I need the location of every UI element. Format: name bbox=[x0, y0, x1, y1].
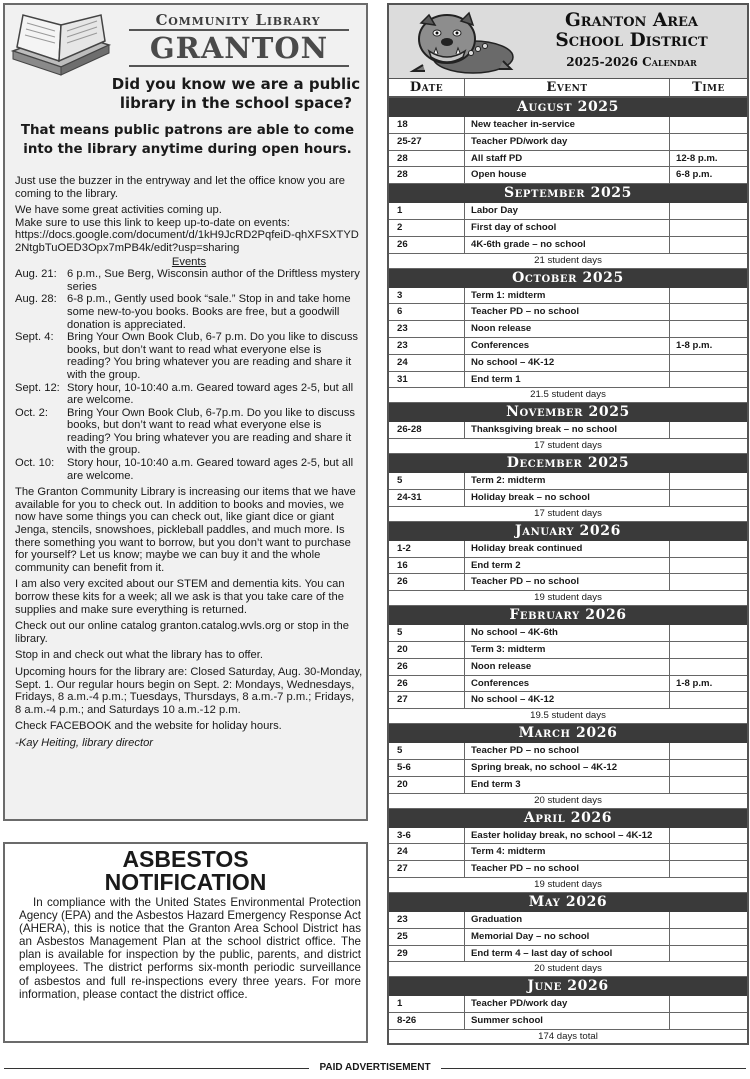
bulldog-mascot-icon bbox=[403, 9, 515, 75]
asbestos-notice bbox=[3, 842, 368, 1043]
library-question: Did you know we are a public library in the school space? bbox=[111, 75, 361, 112]
school-calendar bbox=[387, 3, 749, 1045]
calendar-cell-time bbox=[670, 912, 747, 928]
calendar-cell-time bbox=[670, 134, 747, 150]
calendar-header bbox=[389, 5, 747, 79]
calendar-cell-time bbox=[670, 861, 747, 877]
paid-advertisement-label bbox=[0, 1061, 750, 1075]
calendar-cell-date: 26 bbox=[389, 676, 465, 692]
calendar-cell-event: Holiday break continued bbox=[465, 541, 670, 557]
calendar-row bbox=[389, 372, 747, 389]
event-item bbox=[15, 331, 363, 381]
calendar-cell-event: Noon release bbox=[465, 321, 670, 337]
calendar-cell-event: Graduation bbox=[465, 912, 670, 928]
calendar-row bbox=[389, 760, 747, 777]
month-header: December 2025 bbox=[389, 454, 747, 473]
events-list bbox=[15, 268, 363, 482]
month-header: August 2025 bbox=[389, 98, 747, 117]
calendar-cell-time bbox=[670, 642, 747, 658]
calendar-cell-date: 24 bbox=[389, 844, 465, 860]
calendar-row bbox=[389, 237, 747, 254]
column-header-time: Time bbox=[692, 80, 725, 95]
calendar-cell-date: 27 bbox=[389, 861, 465, 877]
calendar-cell-date: 16 bbox=[389, 558, 465, 574]
month-header: September 2025 bbox=[389, 184, 747, 203]
student-days-total: 20 student days bbox=[389, 962, 747, 977]
month-header: June 2026 bbox=[389, 977, 747, 996]
student-days-total: 19.5 student days bbox=[389, 709, 747, 724]
month-header: March 2026 bbox=[389, 724, 747, 743]
calendar-cell-date: 28 bbox=[389, 167, 465, 183]
calendar-cell-time bbox=[670, 760, 747, 776]
calendar-cell-time bbox=[670, 558, 747, 574]
student-days-total: 19 student days bbox=[389, 878, 747, 893]
student-days-total: 19 student days bbox=[389, 591, 747, 606]
calendar-cell-date: 5 bbox=[389, 625, 465, 641]
student-days-total: 20 student days bbox=[389, 794, 747, 809]
calendar-cell-time bbox=[670, 777, 747, 793]
calendar-cell-event: No school – 4K-6th bbox=[465, 625, 670, 641]
calendar-cell-event: All staff PD bbox=[465, 151, 670, 167]
calendar-cell-event: End term 4 – last day of school bbox=[465, 946, 670, 962]
calendar-row bbox=[389, 692, 747, 709]
calendar-row bbox=[389, 828, 747, 845]
calendar-cell-event: Teacher PD/work day bbox=[465, 996, 670, 1012]
library-catalog-paragraph: Check out our online catalog granton.catalog.wvls.org or stop in the library. bbox=[15, 620, 349, 645]
calendar-cell-date: 26-28 bbox=[389, 422, 465, 438]
calendar-cell-time bbox=[670, 372, 747, 388]
calendar-cell-event: No school – 4K-12 bbox=[465, 355, 670, 371]
calendar-row bbox=[389, 220, 747, 237]
calendar-cell-date: 26 bbox=[389, 574, 465, 590]
event-item bbox=[15, 407, 363, 457]
calendar-cell-time bbox=[670, 625, 747, 641]
calendar-cell-time bbox=[670, 304, 747, 320]
district-name-line1: Granton Area bbox=[564, 10, 699, 31]
calendar-table bbox=[389, 79, 747, 1045]
calendar-cell-date: 1 bbox=[389, 996, 465, 1012]
calendar-cell-event: Term 3: midterm bbox=[465, 642, 670, 658]
calendar-cell-event: Conferences bbox=[465, 676, 670, 692]
event-date: Oct. 10: bbox=[15, 457, 55, 470]
calendar-cell-date: 8-26 bbox=[389, 1013, 465, 1029]
calendar-cell-event: Teacher PD – no school bbox=[465, 861, 670, 877]
calendar-cell-time bbox=[670, 490, 747, 506]
library-signature: -Kay Heiting, library director bbox=[15, 736, 154, 749]
event-text: Bring Your Own Book Club, 6-7 p.m. Do you like to discuss books, but don’t want to read what everyone else is reading? You bring whatever you are reading and share it with the group. bbox=[67, 331, 359, 381]
calendar-row bbox=[389, 625, 747, 642]
event-text: Story hour, 10-10:40 a.m. Geared toward ages 2-5, but all are welcome. bbox=[67, 381, 354, 407]
calendar-row bbox=[389, 946, 747, 963]
library-activities-lead: We have some great activities coming up. bbox=[15, 204, 222, 217]
calendar-row bbox=[389, 912, 747, 929]
calendar-cell-time bbox=[670, 743, 747, 759]
district-name-line2: School District bbox=[555, 30, 708, 51]
calendar-cell-date: 5-6 bbox=[389, 760, 465, 776]
calendar-row bbox=[389, 151, 747, 168]
calendar-cell-date: 3 bbox=[389, 288, 465, 304]
calendar-row bbox=[389, 558, 747, 575]
calendar-cell-date: 20 bbox=[389, 642, 465, 658]
calendar-row bbox=[389, 996, 747, 1013]
calendar-cell-event: Noon release bbox=[465, 659, 670, 675]
calendar-cell-time bbox=[670, 541, 747, 557]
month-header: May 2026 bbox=[389, 893, 747, 912]
calendar-row bbox=[389, 117, 747, 134]
calendar-row bbox=[389, 134, 747, 151]
event-date: Aug. 28: bbox=[15, 293, 57, 306]
event-date: Aug. 21: bbox=[15, 268, 57, 281]
calendar-cell-date: 28 bbox=[389, 151, 465, 167]
calendar-cell-event: New teacher in-service bbox=[465, 117, 670, 133]
calendar-row bbox=[389, 777, 747, 794]
calendar-cell-time bbox=[670, 220, 747, 236]
library-subheading: That means public patrons are able to come into the library anytime during open hours. bbox=[20, 123, 355, 157]
asbestos-body: In compliance with the United States Environmental Protection Agency (EPA) and the Asbestos Hazard Emergency Response Act (AHERA), this is notice that the Granton Area School District has an Asbestos Management Plan at the school district office. The plan is available for inspection by the public, parents, and district employees. The district performs six-month periodic surveillance of asbestos and full re-inspections every three years. For more information, please contact the district office. bbox=[19, 896, 361, 1001]
calendar-cell-time bbox=[670, 574, 747, 590]
asbestos-title bbox=[5, 848, 366, 894]
calendar-cell-event: Summer school bbox=[465, 1013, 670, 1029]
month-header: April 2026 bbox=[389, 809, 747, 828]
library-facebook-paragraph: Check FACEBOOK and the website for holiday hours. bbox=[15, 720, 282, 733]
calendar-row bbox=[389, 574, 747, 591]
calendar-column-headers bbox=[389, 79, 747, 98]
calendar-cell-time bbox=[670, 473, 747, 489]
column-header-date: Date bbox=[389, 79, 465, 96]
event-text: 6 p.m., Sue Berg, Wisconsin author of the Driftless mystery series bbox=[67, 268, 360, 293]
open-book-icon bbox=[9, 11, 113, 81]
calendar-row bbox=[389, 490, 747, 507]
month-header: November 2025 bbox=[389, 403, 747, 422]
calendar-cell-time bbox=[670, 321, 747, 337]
calendar-cell-event: Teacher PD – no school bbox=[465, 304, 670, 320]
calendar-cell-time bbox=[670, 929, 747, 945]
calendar-cell-date: 1 bbox=[389, 203, 465, 219]
library-events-link[interactable]: https://docs.google.com/document/d/1kH9JcRD2PqfeiD-qhXFSXTYD2NtgbTuOED3Opx7mPB4k/edit?usp=sharing bbox=[15, 229, 359, 254]
calendar-cell-date: 23 bbox=[389, 321, 465, 337]
student-days-total: 17 student days bbox=[389, 439, 747, 454]
event-item bbox=[15, 457, 363, 482]
calendar-cell-time bbox=[670, 203, 747, 219]
calendar-cell-date: 2 bbox=[389, 220, 465, 236]
calendar-row bbox=[389, 659, 747, 676]
event-date: Oct. 2: bbox=[15, 406, 48, 419]
calendar-cell-event: Thanksgiving break – no school bbox=[465, 422, 670, 438]
calendar-cell-date: 26 bbox=[389, 659, 465, 675]
calendar-cell-time: 12-8 p.m. bbox=[676, 152, 718, 164]
asbestos-title-line1: ASBESTOS bbox=[122, 846, 249, 872]
calendar-cell-event: No school – 4K-12 bbox=[465, 692, 670, 708]
calendar-row bbox=[389, 541, 747, 558]
calendar-cell-time bbox=[670, 844, 747, 860]
calendar-cell-event: Open house bbox=[465, 167, 670, 183]
calendar-row bbox=[389, 642, 747, 659]
calendar-cell-date: 1-2 bbox=[389, 541, 465, 557]
library-hours-paragraph: Upcoming hours for the library are: Closed Saturday, Aug. 30-Monday, Sept. 1. Our regular hours begin on Sept. 2: Mondays, Wednesdays, Fridays, 8 a.m.-4 p.m.; Tuesdays, Thursdays, 8 a.m.-7 p.m.; Fridays, 8 a.m.-4 p.m.; and Saturdays 10 a.m.-12 p.m. bbox=[15, 665, 363, 716]
calendar-row bbox=[389, 203, 747, 220]
calendar-cell-time: 1-8 p.m. bbox=[676, 339, 713, 351]
calendar-cell-event: Easter holiday break, no school – 4K-12 bbox=[465, 828, 670, 844]
student-days-total: 17 student days bbox=[389, 507, 747, 522]
calendar-cell-date: 18 bbox=[389, 117, 465, 133]
calendar-cell-date: 23 bbox=[389, 912, 465, 928]
paid-advertisement-text: PAID ADVERTISEMENT bbox=[315, 1062, 434, 1073]
library-link-lead: Make sure to use this link to keep up-to-date on events: bbox=[15, 216, 290, 229]
calendar-cell-time bbox=[670, 996, 747, 1012]
calendar-cell-date: 31 bbox=[389, 372, 465, 388]
library-name-line1: Community Library bbox=[155, 11, 321, 29]
asbestos-title-line2: NOTIFICATION bbox=[104, 869, 267, 895]
calendar-row bbox=[389, 304, 747, 321]
calendar-cell-event: 4K-6th grade – no school bbox=[465, 237, 670, 253]
calendar-cell-time bbox=[670, 422, 747, 438]
calendar-row bbox=[389, 321, 747, 338]
calendar-cell-event: Term 4: midterm bbox=[465, 844, 670, 860]
calendar-row bbox=[389, 338, 747, 355]
calendar-cell-event: Teacher PD – no school bbox=[465, 743, 670, 759]
calendar-cell-time bbox=[670, 659, 747, 675]
column-header-event: Event bbox=[465, 79, 670, 96]
student-days-total: 174 days total bbox=[389, 1030, 747, 1045]
calendar-cell-time: 6-8 p.m. bbox=[676, 169, 713, 181]
event-text: Story hour, 10-10:40 a.m. Geared toward ages 2-5, but all are welcome. bbox=[67, 457, 354, 482]
calendar-cell-event: Memorial Day – no school bbox=[465, 929, 670, 945]
month-header: January 2026 bbox=[389, 522, 747, 541]
student-days-total: 21 student days bbox=[389, 254, 747, 269]
calendar-row bbox=[389, 473, 747, 490]
calendar-cell-event: End term 1 bbox=[465, 372, 670, 388]
library-items-paragraph: The Granton Community Library is increasing our items that we have available for you to check out. In addition to books and movies, we now have some things you can check out, like giant dice or giant Jenga, stencils, snowshoes, pickleball paddles, and much more. Is there something you want to borrow, but you don’t want to purchase for yourself? Let us know; maybe we can buy it and the whole community can benefit from it. bbox=[15, 486, 356, 574]
calendar-cell-date: 29 bbox=[389, 946, 465, 962]
event-item bbox=[15, 382, 363, 407]
calendar-row bbox=[389, 861, 747, 878]
calendar-cell-date: 20 bbox=[389, 777, 465, 793]
calendar-cell-event: Term 2: midterm bbox=[465, 473, 670, 489]
calendar-cell-time bbox=[670, 355, 747, 371]
calendar-cell-event: Teacher PD – no school bbox=[465, 574, 670, 590]
events-heading: Events bbox=[171, 255, 207, 268]
calendar-row bbox=[389, 844, 747, 861]
calendar-cell-date: 25-27 bbox=[389, 134, 465, 150]
calendar-row bbox=[389, 676, 747, 693]
calendar-cell-event: Holiday break – no school bbox=[465, 490, 670, 506]
calendar-cell-date: 5 bbox=[389, 473, 465, 489]
calendar-cell-date: 24 bbox=[389, 355, 465, 371]
calendar-cell-time bbox=[670, 237, 747, 253]
calendar-cell-event: End term 2 bbox=[465, 558, 670, 574]
calendar-cell-time bbox=[670, 288, 747, 304]
library-notice bbox=[3, 3, 368, 821]
library-stop-paragraph: Stop in and check out what the library has to offer. bbox=[15, 649, 263, 662]
calendar-cell-date: 24-31 bbox=[389, 490, 465, 506]
month-header: October 2025 bbox=[389, 269, 747, 288]
event-item bbox=[15, 293, 363, 331]
calendar-cell-date: 25 bbox=[389, 929, 465, 945]
library-intro: Just use the buzzer in the entryway and let the office know you are coming to the library. bbox=[15, 175, 346, 200]
calendar-cell-time bbox=[670, 828, 747, 844]
calendar-cell-event: End term 3 bbox=[465, 777, 670, 793]
calendar-row bbox=[389, 1013, 747, 1030]
calendar-row bbox=[389, 422, 747, 439]
library-name-line2: GRANTON bbox=[129, 29, 349, 67]
calendar-cell-event: Labor Day bbox=[465, 203, 670, 219]
calendar-cell-event: First day of school bbox=[465, 220, 670, 236]
calendar-row bbox=[389, 743, 747, 760]
calendar-cell-time: 1-8 p.m. bbox=[676, 677, 713, 689]
calendar-cell-event: Teacher PD/work day bbox=[465, 134, 670, 150]
calendar-cell-date: 23 bbox=[389, 338, 465, 354]
library-kits-paragraph: I am also very excited about our STEM and dementia kits. You can borrow these kits for a week; all we ask is that you take care of the supplies and make sure everything is returned. bbox=[15, 578, 345, 616]
event-item bbox=[15, 268, 363, 293]
calendar-row bbox=[389, 929, 747, 946]
calendar-cell-time bbox=[670, 946, 747, 962]
calendar-cell-time bbox=[670, 117, 747, 133]
calendar-cell-date: 3-6 bbox=[389, 828, 465, 844]
calendar-months bbox=[389, 98, 747, 1045]
district-name bbox=[519, 11, 744, 51]
calendar-cell-time bbox=[670, 1013, 747, 1029]
event-date: Sept. 4: bbox=[15, 331, 54, 344]
calendar-row bbox=[389, 355, 747, 372]
calendar-cell-time bbox=[670, 692, 747, 708]
calendar-cell-event: Term 1: midterm bbox=[465, 288, 670, 304]
library-body bbox=[15, 175, 363, 754]
month-header: February 2026 bbox=[389, 606, 747, 625]
calendar-cell-date: 6 bbox=[389, 304, 465, 320]
student-days-total: 21.5 student days bbox=[389, 388, 747, 403]
event-date: Sept. 12: bbox=[15, 381, 60, 394]
calendar-cell-event: Conferences bbox=[465, 338, 670, 354]
calendar-year: 2025-2026 Calendar bbox=[566, 55, 697, 69]
calendar-cell-date: 5 bbox=[389, 743, 465, 759]
calendar-row bbox=[389, 167, 747, 184]
calendar-cell-date: 27 bbox=[389, 692, 465, 708]
calendar-cell-date: 26 bbox=[389, 237, 465, 253]
event-text: 6-8 p.m., Gently used book “sale.” Stop in and take home some new-to-you books. Books are free, but a goodwill donation is appreciated. bbox=[67, 293, 351, 331]
calendar-row bbox=[389, 288, 747, 305]
event-text: Bring Your Own Book Club, 6-7p.m. Do you like to discuss books, but don’t want to read what everyone else is reading? You bring whatever you are reading and share it with the group. bbox=[67, 406, 355, 457]
calendar-cell-event: Spring break, no school – 4K-12 bbox=[465, 760, 670, 776]
